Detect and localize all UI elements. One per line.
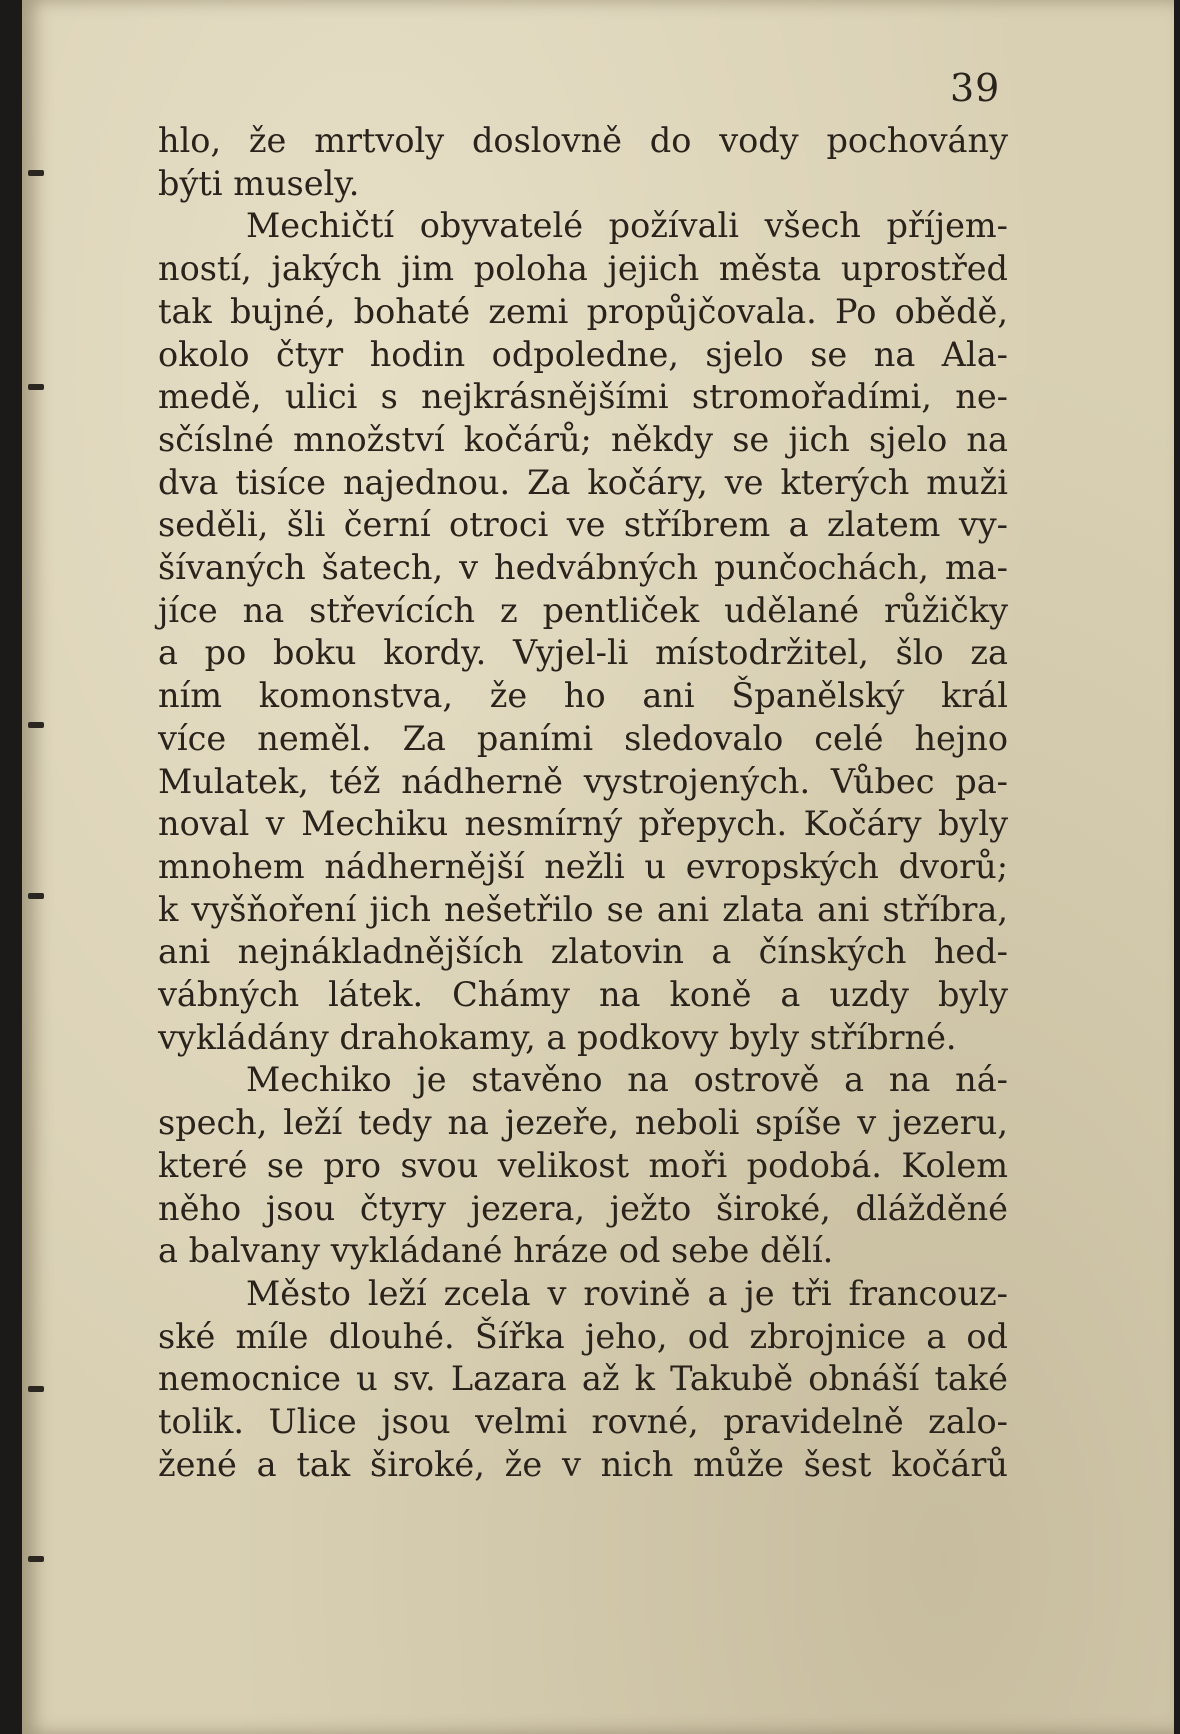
text-line: ním komonstva, že ho ani Španělský král bbox=[158, 676, 1008, 716]
text-line: Mulatek, též nádherně vystrojených. Vůbec pa- bbox=[158, 761, 1008, 801]
text-line: vábných látek. Chámy na koně a uzdy byly bbox=[158, 975, 1008, 1015]
binding-mark bbox=[28, 1556, 44, 1562]
text-line: Mechičtí obyvatelé požívali všech příjem- bbox=[246, 206, 1008, 246]
text-line: něho jsou čtyry jezera, ježto široké, dlážděné bbox=[158, 1188, 1008, 1228]
text-line: tolik. Ulice jsou velmi rovné, pravidelně zalo- bbox=[158, 1402, 1008, 1442]
text-line: Město leží zcela v rovině a je tři francouz- bbox=[246, 1273, 1008, 1313]
text-line: Mechiko je stavěno na ostrově a na ná- bbox=[246, 1060, 1008, 1100]
text-line: medě, ulici s nejkrásnějšími stromořadími, ne- bbox=[158, 377, 1008, 417]
text-line: sčíslné množství kočárů; někdy se jich sjelo na bbox=[158, 419, 1008, 459]
text-line: které se pro svou velikost moři podobá. Kolem bbox=[158, 1145, 1008, 1185]
page-sheet bbox=[22, 0, 1174, 1734]
text-line: mnohem nádhernější nežli u evropských dvorů; bbox=[158, 846, 1008, 886]
text-line: a po boku kordy. Vyjel-li místodržitel, šlo za bbox=[158, 633, 1008, 673]
page-number: 39 bbox=[950, 66, 1001, 110]
text-line: seděli, šli černí otroci ve stříbrem a zlatem vy- bbox=[158, 505, 1008, 545]
text-line: ností, jakých jim poloha jejich města uprostřed bbox=[158, 249, 1008, 289]
binding-mark bbox=[28, 170, 44, 176]
text-line: ani nejnákladnějších zlatovin a čínských hed- bbox=[158, 932, 1008, 972]
text-line: býti musely. bbox=[158, 163, 360, 203]
text-line: jíce na střevících z pentliček udělané růžičky bbox=[158, 590, 1008, 630]
text-line: nemocnice u sv. Lazara až k Takubě obnáší také bbox=[158, 1359, 1008, 1399]
text-line: okolo čtyr hodin odpoledne, sjelo se na Ala- bbox=[158, 334, 1008, 374]
text-line: noval v Mechiku nesmírný přepych. Kočáry byly bbox=[158, 804, 1008, 844]
text-line: spech, leží tedy na jezeře, neboli spíše v jezeru, bbox=[158, 1103, 1008, 1143]
text-line: dva tisíce najednou. Za kočáry, ve kterých muži bbox=[158, 462, 1008, 502]
binding-mark bbox=[28, 893, 44, 899]
binding-mark bbox=[28, 1386, 44, 1392]
body-text bbox=[158, 120, 1008, 1487]
text-line: žené a tak široké, že v nich může šest kočárů bbox=[158, 1444, 1008, 1484]
text-line: k vyšňoření jich nešetřilo se ani zlata ani stříbra, bbox=[158, 889, 1008, 929]
text-line: více neměl. Za paními sledovalo celé hejno bbox=[158, 718, 1008, 758]
binding-mark bbox=[28, 384, 44, 390]
text-line: ské míle dlouhé. Šířka jeho, od zbrojnice a od bbox=[158, 1316, 1008, 1356]
text-line: tak bujné, bohaté zemi propůjčovala. Po obědě, bbox=[158, 291, 1008, 331]
text-line: a balvany vykládané hráze od sebe dělí. bbox=[158, 1231, 834, 1271]
text-line: šívaných šatech, v hedvábných punčochách, ma- bbox=[158, 548, 1008, 588]
text-line: vykládány drahokamy, a podkovy byly stříbrné. bbox=[158, 1017, 957, 1057]
binding-edge bbox=[22, 0, 62, 1734]
text-line: hlo, že mrtvoly doslovně do vody pochovány bbox=[158, 121, 1008, 160]
binding-mark bbox=[28, 722, 44, 728]
